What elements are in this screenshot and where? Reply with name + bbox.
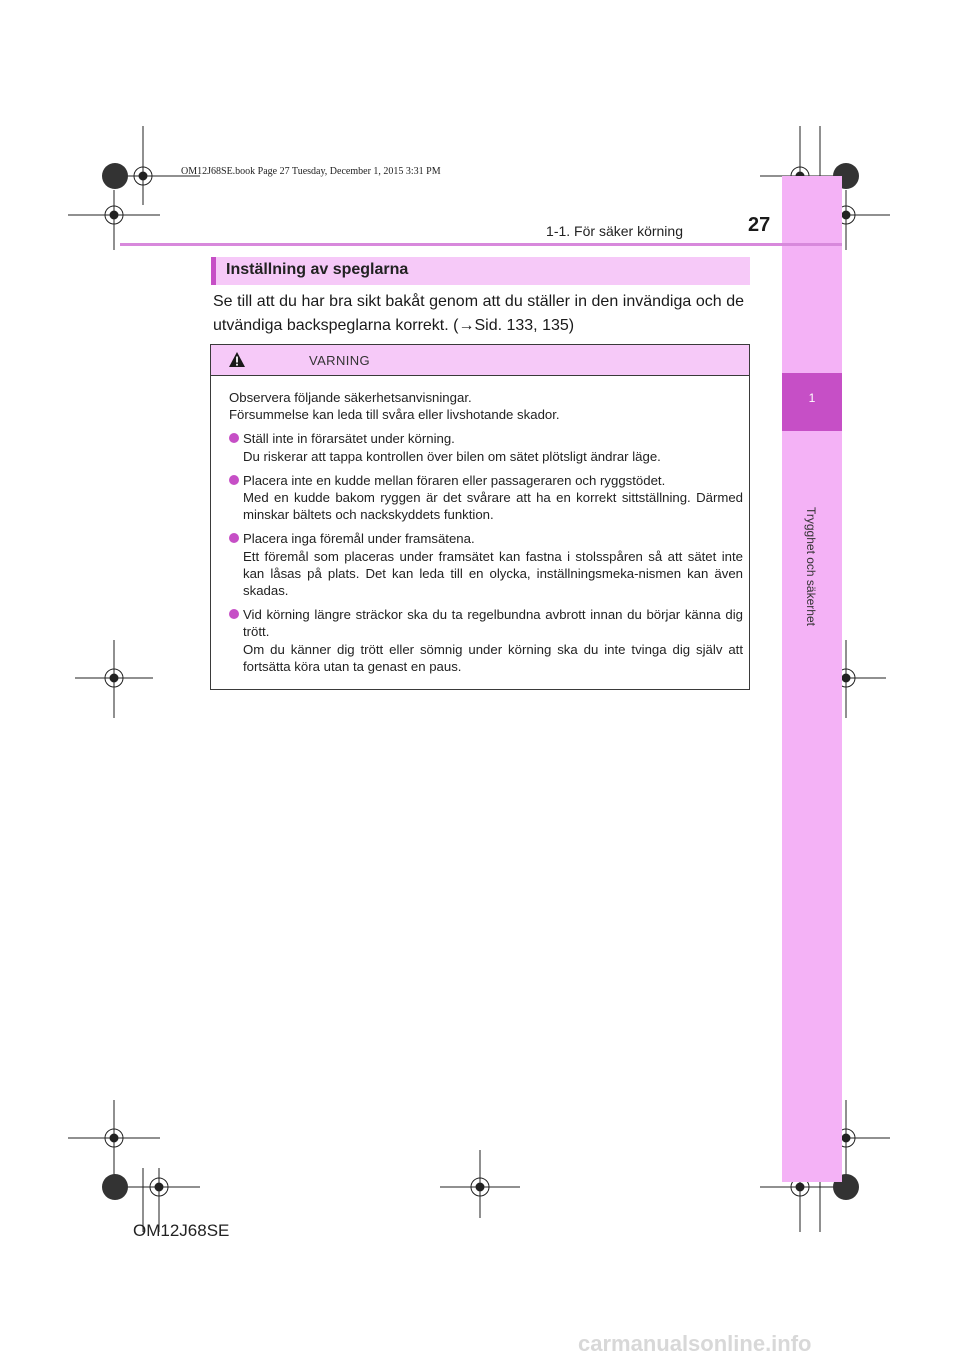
page-reference-link[interactable]: Sid. 133, 135) <box>474 317 575 334</box>
bullet-icon <box>229 533 239 543</box>
side-tab-strip <box>782 176 842 1182</box>
warning-triangle-icon <box>228 351 246 368</box>
header-rule <box>120 243 842 246</box>
watermark-text: carmanualsonline.info <box>578 1331 812 1356</box>
warning-item-lead: Ställ inte in förarsätet under körning. <box>243 431 455 447</box>
warning-intro-line-1: Observera följande säkerhetsanvisningar. <box>229 390 472 405</box>
warning-intro <box>229 389 743 423</box>
page-number: 27 <box>748 214 771 236</box>
warning-body <box>229 389 743 682</box>
bullet-icon <box>229 609 239 619</box>
warning-item <box>229 472 743 524</box>
heading-marker <box>211 257 216 285</box>
warning-item <box>229 430 743 464</box>
heading-text: Inställning av speglarna <box>226 261 409 278</box>
warning-intro-line-2: Försummelse kan leda till svåra eller livshotande skador. <box>229 407 560 423</box>
warning-item-lead: Vid körning längre sträckor ska du ta regelbundna avbrott innan du börjar känna dig trött. <box>243 607 743 640</box>
chapter-number: 1 <box>782 373 842 431</box>
warning-item-text: Med en kudde bakom ryggen är det svårare att ha en korrekt sittställning. Därmed minskar bältets och nackskyddets funktion. <box>243 490 743 523</box>
warning-header <box>211 345 749 376</box>
warning-item-lead: Placera inte en kudde mellan föraren eller passageraren och ryggstödet. <box>243 472 666 488</box>
warning-label: VARNING <box>309 353 371 368</box>
section-title: 1-1. För säker körning <box>546 223 683 239</box>
bullet-icon <box>229 475 239 485</box>
arrow-icon: → <box>458 317 475 334</box>
intro-paragraph <box>213 290 744 338</box>
warning-box <box>210 344 750 690</box>
bullet-icon <box>229 433 239 443</box>
warning-item <box>229 606 743 675</box>
warning-item-text: Du riskerar att tappa kontrollen över bilen om sätet plötsligt ändrar läge. <box>243 448 661 464</box>
section-heading <box>211 257 750 285</box>
warning-item-lead: Placera inga föremål under framsätena. <box>243 531 475 547</box>
warning-item-text: Om du känner dig trött eller sömnig under körning ska du inte tvinga dig själv att fortsätta köra utan ta genast en paus. <box>243 641 743 674</box>
book-info-line: OM12J68SE.book Page 27 Tuesday, December 1, 2015 3:31 PM <box>181 166 441 177</box>
manual-code: OM12J68SE <box>133 1221 230 1240</box>
chapter-title: Trygghet och säkerhet <box>804 507 818 626</box>
intro-text: Se till att du har bra sikt bakåt genom att du ställer in den invändiga och de utvändiga backspeglarna korrekt. ( <box>213 293 744 334</box>
warning-item <box>229 530 743 599</box>
warning-item-text: Ett föremål som placeras under framsätet kan fastna i stolsspåren så att sätet inte kan låsas på plats. Det kan leda till en olycka, inställningsmeka-nismen kan även skadas. <box>243 548 743 599</box>
